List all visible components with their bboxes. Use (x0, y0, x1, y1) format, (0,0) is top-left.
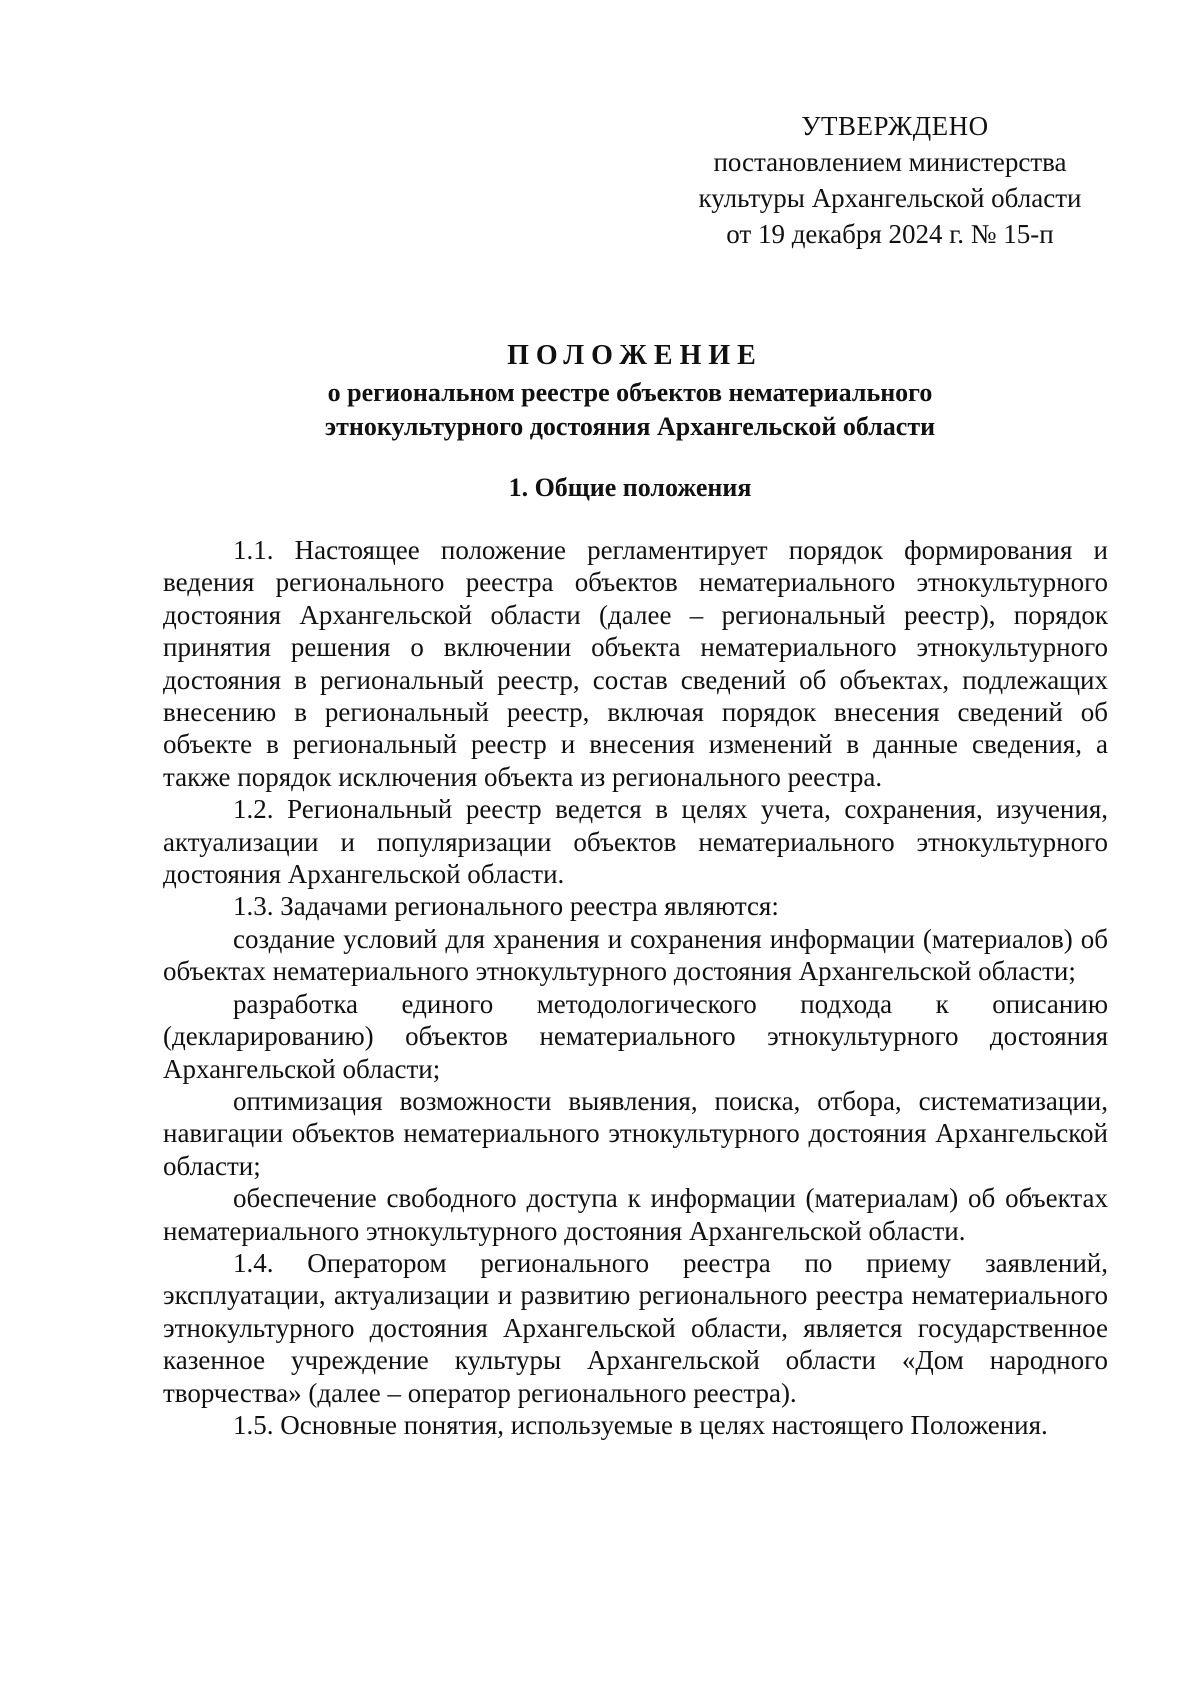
approval-line: постановлением министерства (713, 147, 1067, 177)
document-type: ПОЛОЖЕНИЕ (507, 340, 763, 371)
paragraph-1-4: 1.4. Оператором регионального реестра по приему заявлений, эксплуатации, актуализации и развитию регионального реестра нематериального этнокультурного достояния Архангельской области, является государственное казенное учреждение культуры Архангельской области «Дом народного творчества» (далее – оператор регионального реестра). (163, 1247, 1108, 1408)
list-item: разработка единого методологического подхода к описанию (декларированию) объектов нематериального этнокультурного достояния Архангельской области; (163, 988, 1108, 1084)
list-item: оптимизация возможности выявления, поиска, отбора, систематизации, навигации объектов нематериального этнокультурного достояния Архангельской области; (163, 1085, 1108, 1181)
approval-stamp (640, 108, 1140, 252)
list-item: создание условий для хранения и сохранения информации (материалов) об объектах нематериального этнокультурного достояния Архангельской области; (163, 923, 1108, 987)
document-subtitle-line: этнокультурного достояния Архангельской области (324, 412, 936, 441)
approval-line: культуры Архангельской области (698, 183, 1082, 213)
section-heading: 1. Общие положения (508, 473, 752, 502)
document-subtitle-line: о региональном реестре объектов нематериального (327, 378, 933, 407)
list-item: обеспечение свободного доступа к информации (материалам) об объектах нематериального этнокультурного достояния Архангельской области. (163, 1183, 1108, 1246)
approval-heading: УТВЕРЖДЕНО (801, 111, 989, 141)
paragraph-1-1: 1.1. Настоящее положение регламентирует порядок формирования и ведения регионального реестра объектов нематериального этнокультурного достояния Архангельской области (далее – региональный реестр), порядок принятия решения о включении объекта нематериального этнокультурного достояния в региональный реестр, состав сведений об объектах, подлежащих внесению в региональный реестр, включая порядок внесения сведений об объекте в региональный реестр и внесения изменений в данные сведения, а также порядок исключения объекта из регионального реестра. (163, 535, 1108, 792)
paragraph-1-5: 1.5. Основные понятия, используемые в целях настоящего Положения. (233, 1409, 1048, 1440)
paragraph-1-2: 1.2. Региональный реестр ведется в целях учета, сохранения, изучения, актуализации и популяризации объектов нематериального этнокультурного достояния Архангельской области. (163, 794, 1108, 890)
paragraph-1-3: 1.3. Задачами регионального реестра являются: (233, 891, 779, 922)
approval-date-number: от 19 декабря 2024 г. № 15-п (726, 219, 1054, 249)
document-title (160, 336, 1100, 444)
document-body (163, 534, 1108, 1441)
